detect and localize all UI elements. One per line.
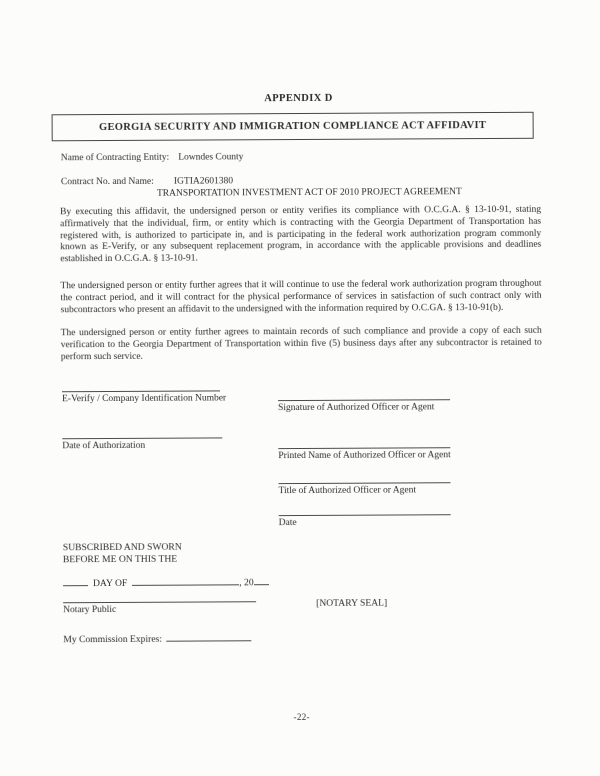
notary-seal-placeholder: [NOTARY SEAL] xyxy=(316,597,388,609)
subscribed-line-2: BEFORE ME ON THIS THE xyxy=(62,553,178,566)
everify-number-label: E-Verify / Company Identification Number xyxy=(62,393,227,405)
contract-label: Contract No. and Name: xyxy=(60,176,154,188)
year-blank-line xyxy=(254,574,269,585)
date-of-authorization-label: Date of Authorization xyxy=(62,440,146,452)
paragraph-records: The undersigned person or entity further agrees to maintain records of such compliance and provide a copy of each such verification to the Georgia Department of Transportation within five (5) business days after any subcontractor is retained to perform such service. xyxy=(60,325,542,362)
contracting-entity-label: Name of Contracting Entity: xyxy=(60,152,170,164)
appendix-heading: APPENDIX D xyxy=(264,92,333,105)
contracting-entity-value: Lowndes County xyxy=(178,152,244,163)
everify-number-field xyxy=(62,390,226,404)
page-number: -22- xyxy=(293,711,310,723)
notary-public-field xyxy=(63,601,256,615)
printed-name-field xyxy=(278,447,450,461)
commission-blank-line xyxy=(166,630,251,641)
signature-field xyxy=(278,399,450,413)
title-box xyxy=(52,112,534,142)
signature-label: Signature of Authorized Officer or Agent xyxy=(278,402,435,414)
contract-row xyxy=(60,176,234,188)
date-label: Date xyxy=(278,518,297,529)
month-blank-line xyxy=(132,574,239,586)
contract-number-value: IGTIA2601380 xyxy=(173,176,234,187)
title-label: Title of Authorized Officer or Agent xyxy=(278,485,417,497)
contracting-entity-row xyxy=(61,152,244,163)
title-field xyxy=(278,482,450,496)
paragraph-compliance: By executing this affidavit, the undersigned person or entity verifies its compliance with O.C.G.A. § 13-10-91, stating affirmatively that the individual, firm, or entity which is contracting with the Georgia Department of Transportation has registered with, is authorized to participate in, and is participating in the federal work authorization program commonly known as E-Verify, or any subsequent replacement program, in accordance with the applicable provisions and deadlines established in O.C.G.A. § 13-10-91. xyxy=(60,204,542,265)
day-blank-line xyxy=(63,575,88,586)
subscribed-sworn-text xyxy=(63,542,182,567)
notary-public-label: Notary Public xyxy=(63,604,117,616)
day-of-label: DAY OF xyxy=(92,577,128,590)
day-of-line xyxy=(63,574,269,589)
document-title: GEORGIA SECURITY AND IMMIGRATION COMPLIANCE ACT AFFIDAVIT xyxy=(99,120,487,134)
subscribed-line-1: SUBSCRIBED AND SWORN xyxy=(62,541,182,554)
commission-expires-row xyxy=(63,630,251,645)
paragraph-continued-use: The undersigned person or entity further agrees that it will continue to use the federal work authorization program throughout the contract period, and it will contract for the physical performance of services in satisfaction of such contract only with subcontractors who present an affidavit to the undersigned with the information required by O.C.GA. § 13-10-91(b). xyxy=(60,278,542,315)
year-prefix-label: , 20 xyxy=(239,577,254,589)
contract-name-value: TRANSPORTATION INVESTMENT ACT OF 2010 PROJECT AGREEMENT xyxy=(156,187,462,199)
date-of-authorization-field xyxy=(62,437,222,451)
commission-expires-label: My Commission Expires: xyxy=(63,633,162,646)
date-field xyxy=(279,514,451,528)
printed-name-label: Printed Name of Authorized Officer or Agent xyxy=(278,450,451,462)
